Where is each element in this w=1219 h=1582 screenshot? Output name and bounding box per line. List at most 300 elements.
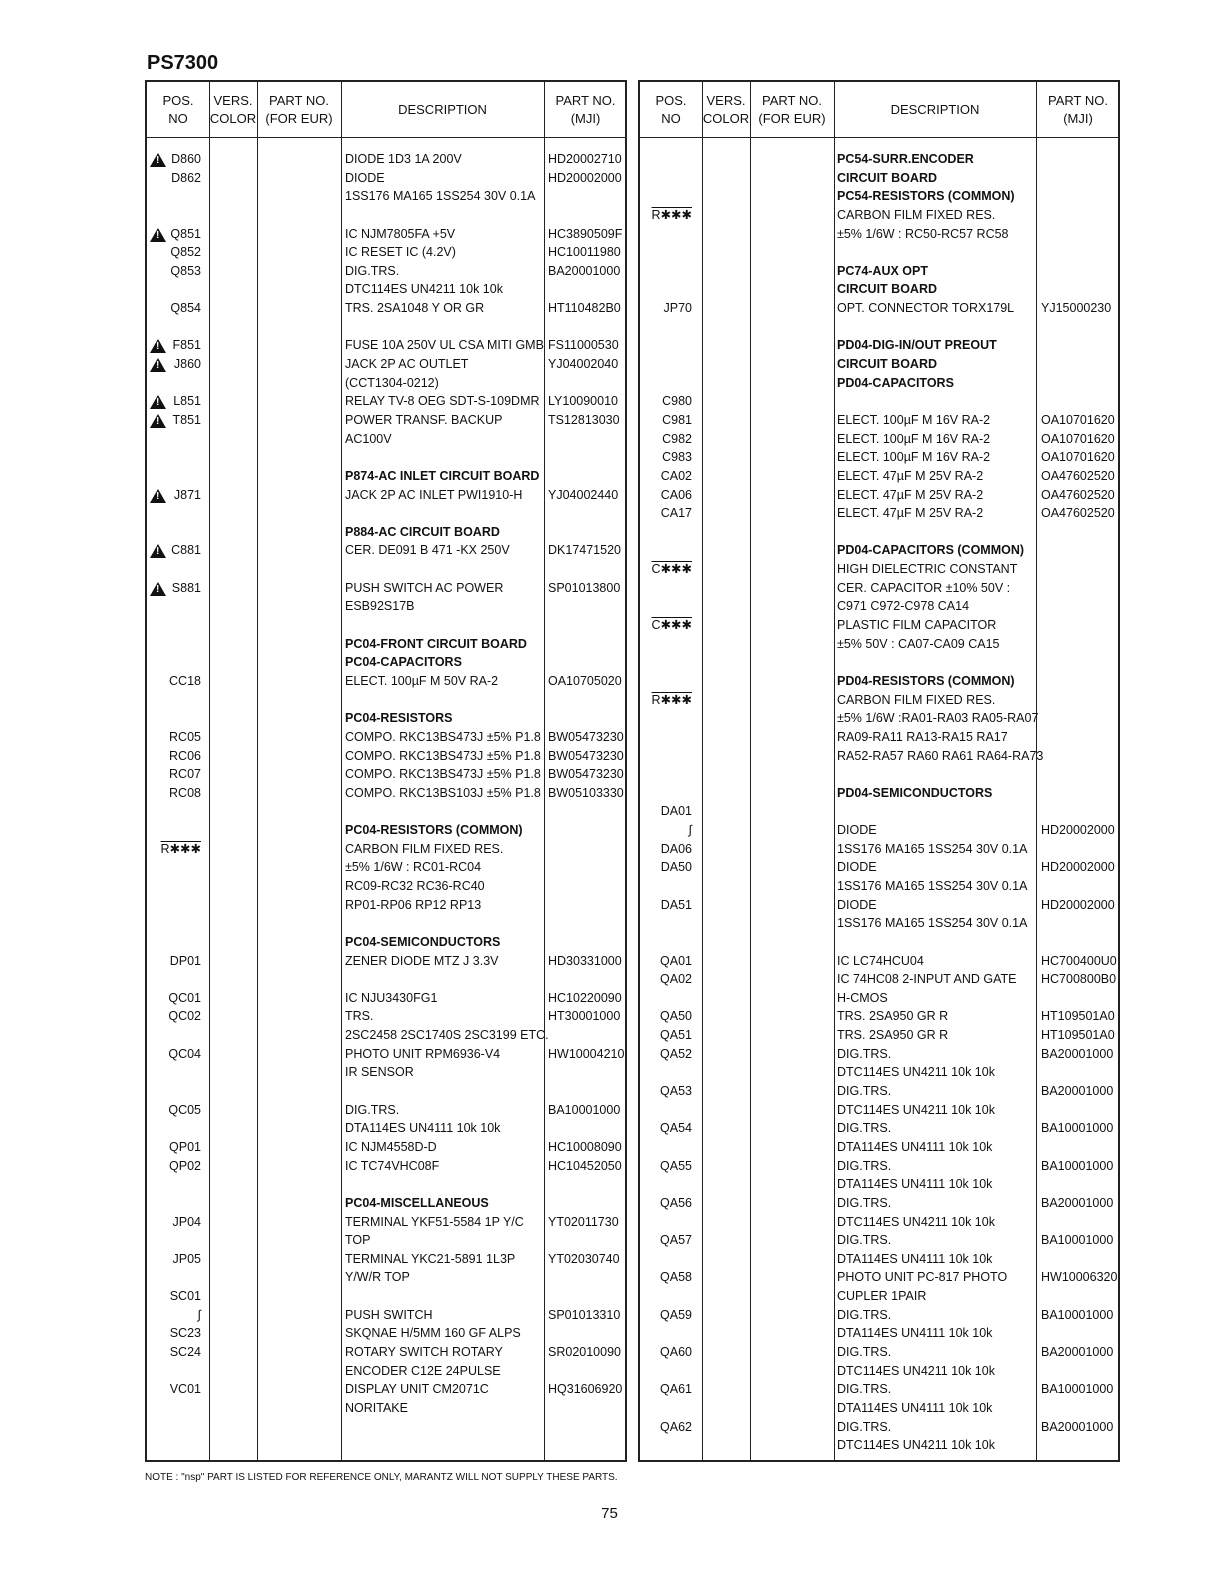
pos-no: SC01 <box>169 1289 201 1304</box>
part-no-mji: BA10001000 <box>1041 1158 1114 1173</box>
table-row <box>147 1007 625 1026</box>
table-row <box>640 1343 1118 1362</box>
table-row <box>640 1045 1118 1064</box>
pos-no: T851 <box>172 412 201 427</box>
pos-no: Q853 <box>170 263 201 278</box>
table-row <box>640 169 1118 188</box>
part-no-mji: BA10001000 <box>548 1102 621 1117</box>
table-row <box>640 1287 1118 1306</box>
header-pos-no: POS. NO <box>162 92 194 126</box>
table-row <box>147 579 625 598</box>
part-no-mji: OA47602520 <box>1041 506 1115 521</box>
part-no-mji: SR02010090 <box>548 1345 621 1359</box>
table-row <box>147 1287 625 1306</box>
pos-no: QC02 <box>168 1009 201 1024</box>
section-heading: CIRCUIT BOARD <box>837 282 937 297</box>
table-row <box>640 560 1118 579</box>
description: IC NJM4558D-D <box>345 1139 437 1154</box>
pos-no: Q852 <box>170 245 201 260</box>
table-row <box>147 504 625 523</box>
description: POWER TRANSF. BACKUP <box>345 412 503 427</box>
table-row <box>640 1082 1118 1101</box>
table-row <box>640 784 1118 803</box>
pos-no: C981 <box>662 412 692 427</box>
table-row <box>147 933 625 952</box>
table-row <box>147 896 625 915</box>
pos-no: R✱✱✱ <box>651 207 692 222</box>
part-no-mji: OA10705020 <box>548 673 622 688</box>
description: DTC114ES UN4211 10k 10k <box>837 1438 995 1453</box>
table-row <box>640 952 1118 971</box>
part-no-mji: HT109501A0 <box>1041 1009 1115 1024</box>
table-row <box>147 765 625 784</box>
part-no-mji: BA10001000 <box>1041 1307 1114 1322</box>
table-row <box>640 1362 1118 1381</box>
table-row <box>147 821 625 840</box>
pos-no: S881 <box>171 580 201 595</box>
table-row <box>147 1231 625 1250</box>
description: DTC114ES UN4211 10k 10k <box>345 282 503 297</box>
pos-no: QA54 <box>660 1121 692 1136</box>
pos-no: C✱✱✱ <box>651 562 692 577</box>
table-row <box>147 169 625 188</box>
part-no-mji: OA10701620 <box>1041 450 1115 465</box>
table-row <box>640 1063 1118 1082</box>
table-row <box>640 1231 1118 1250</box>
table-row <box>640 1101 1118 1120</box>
part-no-mji: DK17471520 <box>548 543 621 558</box>
description: DTA114ES UN4111 10k 10k <box>345 1121 501 1136</box>
table-row <box>640 1175 1118 1194</box>
pos-no: ∫ <box>688 823 692 838</box>
table-row <box>147 653 625 672</box>
description: TERMINAL YKC21-5891 1L3P <box>345 1251 516 1266</box>
description: PUSH SWITCH <box>345 1307 433 1322</box>
part-no-mji: OA47602520 <box>1041 468 1115 483</box>
pos-no: QA56 <box>660 1195 692 1210</box>
pos-no: D860 <box>171 152 201 166</box>
part-no-mji: HC700400U0 <box>1041 953 1117 968</box>
part-no-mji: HT110482B0 <box>548 301 621 316</box>
page-title: PS7300 <box>147 52 219 74</box>
description: DIG.TRS. <box>837 1419 892 1434</box>
description: ELECT. 47µF M 25V RA-2 <box>837 468 984 483</box>
header-part-no-mji: PART NO. (MJI) <box>555 92 616 126</box>
section-heading: PC04-CAPACITORS <box>345 655 462 670</box>
table-row <box>147 635 625 654</box>
table-row <box>640 858 1118 877</box>
description: PHOTO UNIT PC-817 PHOTO <box>837 1270 1008 1285</box>
part-no-mji: BA20001000 <box>1041 1195 1114 1210</box>
description: RA52-RA57 RA60 RA61 RA64-RA73 <box>837 748 1044 763</box>
section-heading: PC04-RESISTORS (COMMON) <box>345 823 523 838</box>
table-row <box>640 933 1118 952</box>
table-row <box>147 1138 625 1157</box>
description: H-CMOS <box>837 990 888 1005</box>
description: JACK 2P AC OUTLET <box>345 357 469 372</box>
description: TRS. 2SA950 GR R <box>837 1028 949 1043</box>
table-row <box>147 952 625 971</box>
part-no-mji: BA20001000 <box>1041 1345 1114 1359</box>
description: DTA114ES UN4111 10k 10k <box>837 1139 993 1154</box>
description: IR SENSOR <box>345 1065 414 1080</box>
section-heading: PC04-MISCELLANEOUS <box>345 1195 489 1210</box>
table-row <box>147 1082 625 1101</box>
pos-no: JP70 <box>663 301 692 316</box>
table-row <box>147 280 625 299</box>
description: ±5% 1/6W : RC50-RC57 RC58 <box>837 226 1009 241</box>
description: TRS. <box>345 1009 374 1024</box>
part-no-mji: YT02030740 <box>548 1251 620 1266</box>
section-heading: PC54-RESISTORS (COMMON) <box>837 189 1015 204</box>
table-row <box>147 914 625 933</box>
table-row <box>147 448 625 467</box>
description: DIG.TRS. <box>345 263 400 278</box>
pos-no: QA53 <box>660 1084 692 1099</box>
description: CARBON FILM FIXED RES. <box>837 207 996 222</box>
description: CER. CAPACITOR ±10% 50V : <box>837 580 1011 595</box>
part-no-mji: OA10701620 <box>1041 412 1115 427</box>
description: DTC114ES UN4211 10k 10k <box>837 1214 995 1229</box>
description: ELECT. 100µF M 50V RA-2 <box>345 673 499 688</box>
table-row <box>640 597 1118 616</box>
description: PLASTIC FILM CAPACITOR <box>837 618 997 633</box>
nsp-note: NOTE : "nsp" PART IS LISTED FOR REFERENCE ONLY, MARANTZ WILL NOT SUPPLY THESE PARTS. <box>145 1472 618 1483</box>
table-row <box>147 560 625 579</box>
pos-no: QP02 <box>169 1158 201 1173</box>
description: DTC114ES UN4211 10k 10k <box>837 1065 995 1080</box>
table-row <box>640 225 1118 244</box>
table-row <box>640 486 1118 505</box>
table-row <box>640 299 1118 318</box>
table-row <box>640 1324 1118 1343</box>
table-row <box>640 728 1118 747</box>
description: AC100V <box>345 431 392 446</box>
part-no-mji: BA20001000 <box>1041 1046 1114 1061</box>
table-row <box>640 1399 1118 1418</box>
part-no-mji: LY10090010 <box>548 394 618 409</box>
table-row <box>147 709 625 728</box>
table-row <box>640 411 1118 430</box>
description: DIG.TRS. <box>837 1158 892 1173</box>
part-no-mji: HD20002000 <box>1041 823 1115 838</box>
description: ELECT. 47µF M 25V RA-2 <box>837 487 984 502</box>
pos-no: SC24 <box>169 1345 201 1359</box>
table-row <box>640 355 1118 374</box>
table-row <box>147 1399 625 1418</box>
description: DTC114ES UN4211 10k 10k <box>837 1363 995 1378</box>
pos-no: QA52 <box>660 1046 692 1061</box>
part-no-mji: BA10001000 <box>1041 1382 1114 1397</box>
description: ENCODER C12E 24PULSE <box>345 1363 501 1378</box>
part-no-mji: BA10001000 <box>1041 1233 1114 1248</box>
table-row <box>147 747 625 766</box>
part-no-mji: OA10701620 <box>1041 431 1115 446</box>
description: DIODE <box>837 860 877 875</box>
table-row <box>147 1063 625 1082</box>
pos-no: QA51 <box>660 1028 692 1043</box>
table-row <box>640 1436 1118 1455</box>
description: IC LC74HCU04 <box>837 953 924 968</box>
pos-no: F851 <box>172 338 201 353</box>
section-heading: CIRCUIT BOARD <box>837 170 937 185</box>
part-no-mji: HD20002000 <box>1041 897 1115 912</box>
part-no-mji: HC10220090 <box>548 990 622 1005</box>
description: DIG.TRS. <box>837 1345 892 1359</box>
description: DIODE 1D3 1A 200V <box>345 152 462 166</box>
parts-list-right <box>640 150 1118 1455</box>
pos-no: D862 <box>171 170 201 185</box>
section-heading: P884-AC CIRCUIT BOARD <box>345 524 500 539</box>
table-row <box>147 411 625 430</box>
part-no-mji: YJ15000230 <box>1041 301 1112 316</box>
table-row <box>640 747 1118 766</box>
description: COMPO. RKC13BS473J ±5% P1.8 <box>345 748 541 763</box>
table-row <box>640 1306 1118 1325</box>
table-row <box>640 1194 1118 1213</box>
pos-no: QC04 <box>168 1046 201 1061</box>
pos-no: RC06 <box>169 748 201 763</box>
description: SKQNAE H/5MM 160 GF ALPS <box>345 1326 521 1341</box>
part-no-mji: SP01013310 <box>548 1307 621 1322</box>
table-row <box>147 392 625 411</box>
part-no-mji: HC10008090 <box>548 1139 622 1154</box>
table-row <box>147 1306 625 1325</box>
description: DIG.TRS. <box>837 1233 892 1248</box>
part-no-mji: HC700800B0 <box>1041 972 1117 987</box>
pos-no: QA57 <box>660 1233 692 1248</box>
description: HIGH DIELECTRIC CONSTANT <box>837 562 1018 577</box>
pos-no: CC18 <box>169 673 201 688</box>
header-description: DESCRIPTION <box>398 101 487 117</box>
table-row <box>640 802 1118 821</box>
pos-no: QA58 <box>660 1270 692 1285</box>
part-no-mji: HT109501A0 <box>1041 1028 1115 1043</box>
description: DIG.TRS. <box>837 1307 892 1322</box>
table-row <box>147 858 625 877</box>
table-row <box>640 1250 1118 1269</box>
pos-no: DA51 <box>660 897 692 912</box>
header-part-no-eur: PART NO. (FOR EUR) <box>758 92 826 126</box>
pos-no: RC05 <box>169 729 201 744</box>
part-no-mji: YT02011730 <box>548 1214 619 1229</box>
description: IC TC74VHC08F <box>345 1158 440 1173</box>
table-row <box>640 336 1118 355</box>
section-heading: PC04-RESISTORS <box>345 711 453 726</box>
pos-no: R✱✱✱ <box>651 692 692 707</box>
section-heading: PD04-SEMICONDUCTORS <box>837 785 993 800</box>
description: DTA114ES UN4111 10k 10k <box>837 1177 993 1192</box>
part-no-mji: HD20002710 <box>548 152 622 166</box>
table-row <box>640 989 1118 1008</box>
description: 1SS176 MA165 1SS254 30V 0.1A <box>837 916 1028 931</box>
description: TOP <box>345 1233 371 1248</box>
section-heading: PC04-FRONT CIRCUIT BOARD <box>345 636 527 651</box>
part-no-mji: FS11000530 <box>548 338 619 353</box>
pos-no: QA01 <box>660 953 692 968</box>
description: DIG.TRS. <box>837 1084 892 1099</box>
pos-no: C983 <box>662 450 692 465</box>
description: RELAY TV-8 OEG SDT-S-109DMR <box>345 394 540 409</box>
table-row <box>640 691 1118 710</box>
pos-no: QA55 <box>660 1158 692 1173</box>
pos-no: JP04 <box>172 1214 201 1229</box>
table-row <box>147 262 625 281</box>
part-no-mji: BA20001000 <box>548 263 621 278</box>
part-no-mji: YJ04002040 <box>548 357 619 372</box>
parts-list-left <box>147 150 625 1418</box>
table-row <box>640 1213 1118 1232</box>
description: OPT. CONNECTOR TORX179L <box>837 301 1015 316</box>
table-row <box>640 467 1118 486</box>
table-row <box>147 243 625 262</box>
table-row <box>147 691 625 710</box>
table-row <box>147 840 625 859</box>
pos-no: DA50 <box>660 860 692 875</box>
table-row <box>147 541 625 560</box>
part-no-mji: BW05103330 <box>548 785 624 800</box>
table-row <box>147 206 625 225</box>
table-row <box>640 1007 1118 1026</box>
table-row <box>640 616 1118 635</box>
description: COMPO. RKC13BS473J ±5% P1.8 <box>345 729 541 744</box>
table-row <box>640 672 1118 691</box>
section-heading: PD04-RESISTORS (COMMON) <box>837 673 1015 688</box>
part-no-mji: HC3890509F <box>548 226 623 241</box>
table-row <box>147 1250 625 1269</box>
description: ELECT. 100µF M 16V RA-2 <box>837 431 991 446</box>
pos-no: C881 <box>171 543 201 558</box>
table-row <box>147 989 625 1008</box>
table-row <box>640 504 1118 523</box>
description: IC RESET IC (4.2V) <box>345 245 456 260</box>
pos-no: QP01 <box>169 1139 201 1154</box>
description: IC NJU3430FG1 <box>345 990 438 1005</box>
table-row <box>147 1213 625 1232</box>
header-part-no-mji: PART NO. (MJI) <box>1048 92 1108 126</box>
part-no-mji: HW10006320 <box>1041 1270 1118 1285</box>
table-row <box>147 672 625 691</box>
table-row <box>147 150 625 169</box>
pos-no: RC08 <box>169 785 201 800</box>
table-row <box>640 1138 1118 1157</box>
description: DTC114ES UN4211 10k 10k <box>837 1102 995 1117</box>
description: DIG.TRS. <box>837 1121 892 1136</box>
part-no-mji: HD20002000 <box>1041 860 1115 875</box>
table-row <box>147 1119 625 1138</box>
description: PHOTO UNIT RPM6936-V4 <box>345 1046 501 1061</box>
table-row <box>147 616 625 635</box>
table-row <box>147 1045 625 1064</box>
part-no-mji: HT30001000 <box>548 1009 621 1024</box>
description: TRS. 2SA950 GR R <box>837 1009 949 1024</box>
header-vers-color: VERS. COLOR <box>702 92 750 126</box>
description: COMPO. RKC13BS103J ±5% P1.8 <box>345 785 541 800</box>
pos-no: CA06 <box>660 487 692 502</box>
description: DIG.TRS. <box>837 1046 892 1061</box>
description: JACK 2P AC INLET PWI1910-H <box>345 487 523 502</box>
table-row <box>640 1119 1118 1138</box>
description: TRS. 2SA1048 Y OR GR <box>345 301 485 316</box>
header-pos-no: POS. NO <box>655 92 687 126</box>
description: ROTARY SWITCH ROTARY <box>345 1345 503 1359</box>
description: ±5% 1/6W :RA01-RA03 RA05-RA07 <box>837 711 1039 726</box>
description: C971 C972-C978 CA14 <box>837 599 970 614</box>
table-row <box>640 840 1118 859</box>
table-row <box>640 896 1118 915</box>
table-row <box>147 802 625 821</box>
description: (CCT1304-0212) <box>345 375 439 390</box>
table-row <box>640 877 1118 896</box>
part-no-mji: HD20002000 <box>548 170 622 185</box>
table-row <box>147 784 625 803</box>
pos-no: ∫ <box>197 1307 201 1322</box>
description: DTA114ES UN4111 10k 10k <box>837 1326 993 1341</box>
pos-no: DA01 <box>660 804 692 819</box>
pos-no: QA50 <box>660 1009 692 1024</box>
description: CUPLER 1PAIR <box>837 1289 927 1304</box>
pos-no: QA60 <box>660 1345 692 1359</box>
pos-no: RC07 <box>169 767 201 782</box>
pos-no: C982 <box>662 431 692 446</box>
description: RC09-RC32 RC36-RC40 <box>345 878 485 893</box>
table-row <box>147 1362 625 1381</box>
description: 1SS176 MA165 1SS254 30V 0.1A <box>345 189 536 204</box>
pos-no: QA61 <box>660 1382 692 1397</box>
table-row <box>640 187 1118 206</box>
description: DTA114ES UN4111 10k 10k <box>837 1400 993 1415</box>
pos-no: SC23 <box>169 1326 201 1341</box>
part-no-mji: HC10011980 <box>548 245 621 260</box>
description: 1SS176 MA165 1SS254 30V 0.1A <box>837 841 1028 856</box>
description: PUSH SWITCH AC POWER <box>345 580 504 595</box>
table-row <box>640 765 1118 784</box>
part-no-mji: BA10001000 <box>1041 1121 1114 1136</box>
pos-no: Q854 <box>170 301 201 316</box>
table-row <box>147 225 625 244</box>
table-row <box>640 1157 1118 1176</box>
section-heading: PC04-SEMICONDUCTORS <box>345 934 501 949</box>
table-row <box>147 486 625 505</box>
description: DIODE <box>837 897 877 912</box>
part-no-mji: HQ31606920 <box>548 1382 623 1397</box>
description: COMPO. RKC13BS473J ±5% P1.8 <box>345 767 541 782</box>
table-row <box>147 355 625 374</box>
header-part-no-eur: PART NO. (FOR EUR) <box>265 92 333 126</box>
table-row <box>147 374 625 393</box>
table-row <box>640 914 1118 933</box>
section-heading: PD04-CAPACITORS <box>837 375 954 390</box>
table-row <box>147 1101 625 1120</box>
description: DIG.TRS. <box>345 1102 400 1117</box>
description: DTA114ES UN4111 10k 10k <box>837 1251 993 1266</box>
table-row <box>640 1268 1118 1287</box>
table-row <box>147 970 625 989</box>
part-no-mji: BA20001000 <box>1041 1084 1114 1099</box>
part-no-mji: HD30331000 <box>548 953 622 968</box>
section-heading: P874-AC INLET CIRCUIT BOARD <box>345 468 540 483</box>
part-no-mji: BA20001000 <box>1041 1419 1114 1434</box>
table-row <box>640 709 1118 728</box>
table-row <box>640 1026 1118 1045</box>
table-row <box>640 430 1118 449</box>
description: CER. DE091 B 471 -KX 250V <box>345 543 510 558</box>
table-row <box>640 262 1118 281</box>
section-heading: PD04-DIG-IN/OUT PREOUT <box>837 338 997 353</box>
header-vers-color: VERS. COLOR <box>209 92 257 126</box>
description: FUSE 10A 250V UL CSA MITI GMB <box>345 338 544 353</box>
table-row <box>147 1194 625 1213</box>
